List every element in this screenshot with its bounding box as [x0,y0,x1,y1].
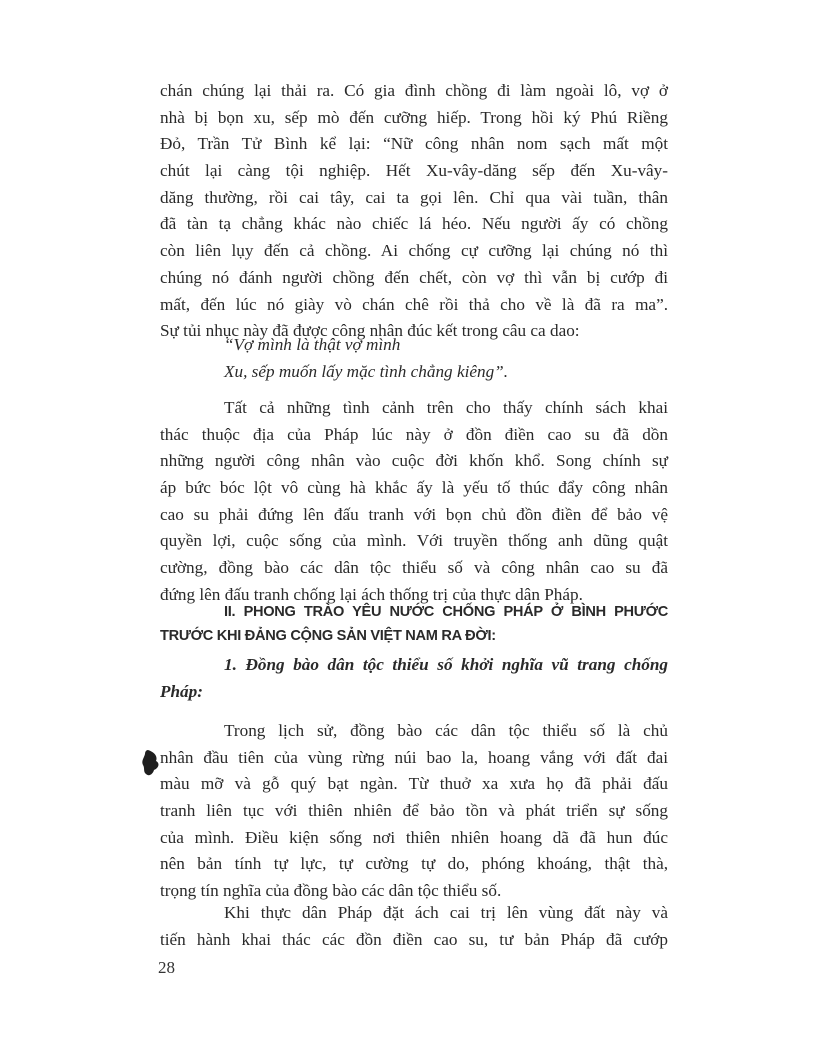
text-line: nhân đầu tiên của vùng rừng núi bao la, hoang vắng với đất đai [160,747,668,767]
text-line: những người công nhân vào cuộc đời khốn khổ. Song chính sự [160,451,668,471]
paragraph-3 [160,718,668,905]
subheading-line: 1. Đồng bào dân tộc thiểu số khởi nghĩa vũ trang chống [224,655,668,674]
text-line: cao su phải đứng lên đấu tranh với bọn chủ đồn điền để bảo vệ [160,504,668,524]
text-line: quyền lợi, cuộc sống của mình. Với truyền thống anh dũng quật [160,531,668,551]
text-line: đã tàn tạ chẳng khác nào chiếc lá héo. Nếu người ấy có chồng [160,214,668,234]
folk-verse-quote [224,332,644,385]
text-line: dăng thường, rồi cai tây, cai ta gọi lên. Chỉ qua vài tuần, thân [160,187,668,207]
heading-line: TRƯỚC KHI ĐẢNG CỘNG SẢN VIỆT NAM RA ĐỜI: [160,628,496,644]
paragraph-4 [160,900,668,953]
text-line: Khi thực dân Pháp đặt ách cai trị lên vùng đất này và [224,903,668,922]
paragraph-1 [160,78,668,345]
section-heading [160,600,668,648]
text-line: áp bức bóc lột vô cùng hà khắc ấy là yếu tố thúc đẩy công nhân [160,478,668,498]
text-line: chút lại càng tội nghiệp. Hết Xu-vây-dăng sếp đến Xu-vây- [160,161,668,181]
text-line: tiến hành khai thác các đồn điền cao su, tư bản Pháp đã cướp [160,929,668,949]
text-line: thác thuộc địa của Pháp lúc này ở đồn điền cao su đã dồn [160,424,668,444]
text-line: Đỏ, Trần Tử Bình kể lại: “Nữ công nhân nom sạch mất một [160,134,668,154]
subsection-heading [160,652,668,705]
text-line: nên bản tính tự lực, tự cường tự do, phóng khoáng, thật thà, [160,854,668,874]
subheading-line: Pháp: [160,681,203,701]
text-line: chúng nó đánh người chồng đến chết, còn vợ thì vẫn bị cướp đi [160,267,668,287]
text-line: nhà bị bọn xu, sếp mò đến cưỡng hiếp. Trong hồi ký Phú Riềng [160,107,668,127]
page-number: 28 [158,958,175,977]
verse-line: Xu, sếp muốn lấy mặc tình chẳng kiêng”. [224,361,509,381]
text-line: cường, đồng bào các dân tộc thiểu số và công nhân cao su đã [160,558,668,578]
verse-line: “Vợ mình là thật vợ mình [224,335,401,354]
text-line: chán chúng lại thải ra. Có gia đình chồng đi làm ngoài lô, vợ ở [160,81,668,100]
text-line: mất, đến lúc nó giày vò chán chê rồi thả cho về là đã ra ma”. [160,294,668,314]
text-line: trọng tín nghĩa của đồng bào các dân tộc thiểu số. [160,881,502,901]
text-line: Trong lịch sử, đồng bào các dân tộc thiểu số là chủ [224,721,668,740]
text-line: đứng lên đấu tranh chống lại ách thống trị của thực dân Pháp. [160,584,583,604]
text-line: Sự tủi nhục này đã được công nhân đúc kết trong câu ca dao: [160,321,580,341]
text-line: còn liên lụy đến cả chồng. Ai chống cự cưỡng lại chúng nó thì [160,241,668,261]
text-line: màu mỡ và gỗ quý bạt ngàn. Từ thuở xa xưa họ đã phải đấu [160,774,668,794]
text-line: của mình. Điều kiện sống nơi thiên nhiên hoang dã đã hun đúc [160,827,668,847]
ink-smudge [140,748,162,778]
text-line: tranh liên tục với thiên nhiên để bảo tồn và phát triển sự sống [160,801,668,821]
text-line: Tất cả những tình cảnh trên cho thấy chính sách khai [224,398,668,417]
paragraph-2 [160,395,668,609]
heading-line: II. PHONG TRÀO YÊU NƯỚC CHỐNG PHÁP Ở BÌNH PHƯỚC [224,604,668,620]
